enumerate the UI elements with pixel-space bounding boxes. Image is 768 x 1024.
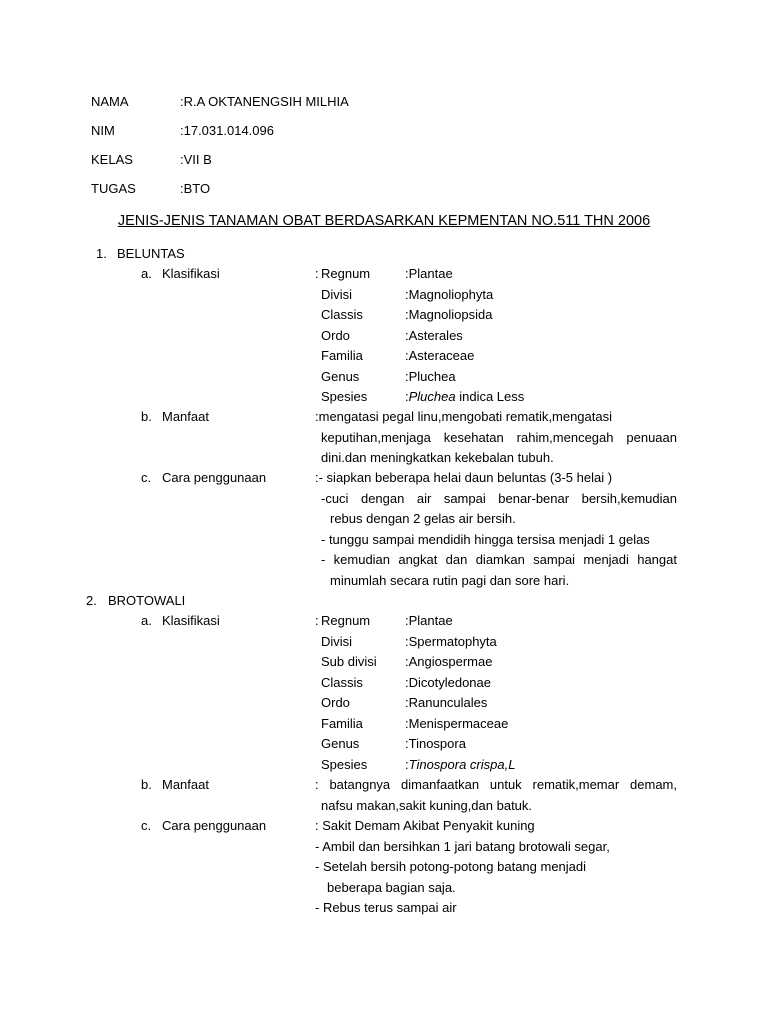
rank-value: :Magnoliopsida xyxy=(405,307,493,322)
plant-name: BROTOWALI xyxy=(108,593,186,608)
rank-value: :Plantae xyxy=(405,266,453,281)
section-label-klasifikasi: Klasifikasi xyxy=(162,266,220,281)
field-label-nim: NIM xyxy=(91,123,115,138)
manfaat-line: keputihan,menjaga kesehatan rahim,mencegah penuaan xyxy=(321,429,677,445)
field-value-kelas: :VII B xyxy=(180,152,212,167)
cara-line: : Sakit Demam Akibat Penyakit kuning xyxy=(315,818,535,833)
field-value-tugas: :BTO xyxy=(180,181,211,196)
manfaat-line: nafsu makan,sakit kuning,dan batuk. xyxy=(321,797,533,813)
rank-value: :Asteraceae xyxy=(405,348,475,363)
section-letter: c. xyxy=(141,470,152,485)
rank-value: :Tinospora xyxy=(405,736,466,751)
section-letter: b. xyxy=(141,777,152,792)
manfaat-line: dini.dan meningkatkan kekebalan tubuh. xyxy=(321,450,554,465)
field-value-nim: :17.031.014.096 xyxy=(180,123,274,138)
classification-prefix: : xyxy=(315,266,319,281)
section-letter: b. xyxy=(141,409,152,424)
rank-value: :Magnoliophyta xyxy=(405,286,494,302)
cara-line: - kemudian angkat dan diamkan sampai menjadi hangat xyxy=(321,552,677,567)
section-letter: c. xyxy=(141,818,152,833)
cara-line: - Ambil dan bersihkan 1 jari batang brotowali segar, xyxy=(315,838,610,854)
rank-label: Regnum xyxy=(321,613,371,628)
plant-number: 2. xyxy=(86,593,97,608)
rank-label: Genus xyxy=(321,368,360,384)
species-prefix: : xyxy=(405,756,409,772)
field-label-tugas: TUGAS xyxy=(91,181,136,196)
cara-line: beberapa bagian saja. xyxy=(327,879,456,895)
species-value xyxy=(405,755,515,776)
cara-line: - tunggu sampai mendidih hingga tersisa menjadi 1 gelas xyxy=(321,531,650,547)
section-letter: a. xyxy=(141,613,152,628)
section-label-manfaat: Manfaat xyxy=(162,777,209,792)
cara-line: - Setelah bersih potong-potong batang menjadi xyxy=(315,859,587,874)
cara-line: :- siapkan beberapa helai daun beluntas (3-5 helai ) xyxy=(315,470,613,485)
plant-name: BELUNTAS xyxy=(117,246,185,261)
rank-label: Spesies xyxy=(321,389,368,404)
rank-value: :Asterales xyxy=(405,327,463,343)
field-label-nama: NAMA xyxy=(91,94,129,109)
field-value-nama: :R.A OKTANENGSIH MILHIA xyxy=(180,94,349,109)
section-label-klasifikasi: Klasifikasi xyxy=(162,613,220,628)
rank-label: Genus xyxy=(321,736,360,751)
rank-label: Familia xyxy=(321,348,363,363)
rank-label: Ordo xyxy=(321,327,350,343)
rank-value: :Dicotyledonae xyxy=(405,674,491,690)
manfaat-line: : batangnya dimanfaatkan untuk rematik,memar demam, xyxy=(315,777,677,792)
section-label-cara: Cara penggunaan xyxy=(162,470,267,485)
section-label-cara: Cara penggunaan xyxy=(162,818,267,833)
rank-value: :Spermatophyta xyxy=(405,633,497,649)
species-value xyxy=(405,387,524,408)
species-prefix: : xyxy=(405,389,409,404)
rank-label: Familia xyxy=(321,715,363,731)
rank-value: :Ranunculales xyxy=(405,695,488,710)
cara-line: -cuci dengan air sampai benar-benar bersih,kemudian xyxy=(321,490,677,506)
manfaat-line: :mengatasi pegal linu,mengobati rematik,mengatasi xyxy=(315,409,613,424)
cara-line: minumlah secara rutin pagi dan sore hari. xyxy=(330,572,570,588)
rank-value: :Plantae xyxy=(405,613,453,628)
classification-prefix: : xyxy=(315,613,319,628)
rank-label: Sub divisi xyxy=(321,654,377,669)
section-label-manfaat: Manfaat xyxy=(162,409,209,424)
rank-label: Divisi xyxy=(321,633,353,649)
rank-value: :Angiospermae xyxy=(405,654,493,669)
field-label-kelas: KELAS xyxy=(91,152,133,167)
rank-label: Classis xyxy=(321,674,363,690)
plant-number: 1. xyxy=(96,246,107,261)
species-italic: Tinospora crispa,L xyxy=(408,756,516,772)
rank-label: Spesies xyxy=(321,756,368,772)
species-italic: Pluchea xyxy=(408,389,456,404)
rank-value: :Menispermaceae xyxy=(405,715,509,731)
rank-label: Divisi xyxy=(321,286,353,302)
rank-label: Ordo xyxy=(321,695,350,710)
rank-label: Classis xyxy=(321,307,363,322)
cara-line: - Rebus terus sampai air xyxy=(315,900,457,915)
section-letter: a. xyxy=(141,266,152,281)
rank-value: :Pluchea xyxy=(405,368,456,384)
species-suffix: indica Less xyxy=(455,389,525,404)
rank-label: Regnum xyxy=(321,266,371,281)
cara-line: rebus dengan 2 gelas air bersih. xyxy=(330,511,516,526)
document-title: JENIS-JENIS TANAMAN OBAT BERDASARKAN KEPMENTAN NO.511 THN 2006 xyxy=(117,213,651,229)
